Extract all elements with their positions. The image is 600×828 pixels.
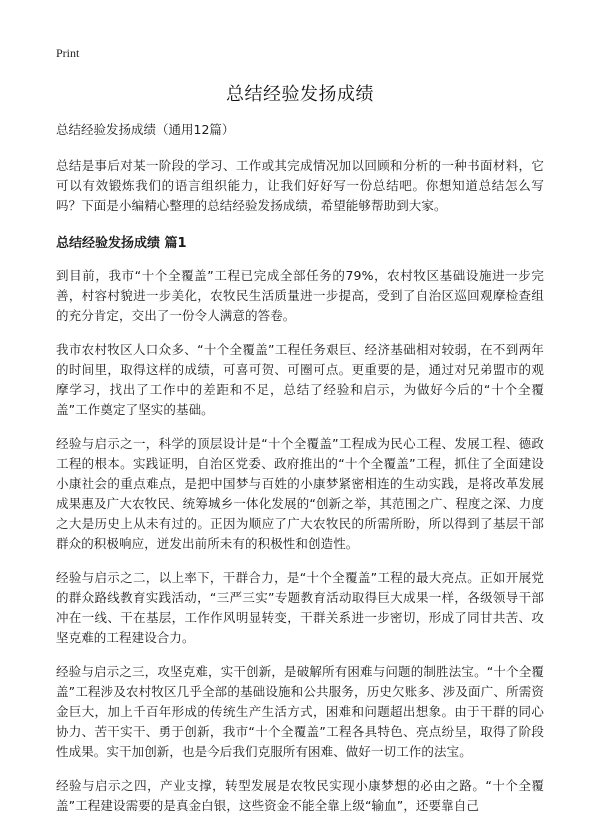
body-paragraph-2: 我市农村牧区人口众多、“十个全覆盖”工程任务艰巨、经济基础相对较弱，在不到两年的时间里，取得这样的成绩，可喜可贺、可圈可点。更重要的是，通过对兄弟盟市的观摩学习，找出了工作中的差距和不足，总结了经验和启示，为做好今后的“十个全覆盖”工作奠定了坚实的基础。 — [56, 342, 544, 417]
body-paragraph-1: 到目前，我市“十个全覆盖”工程已完成全部任务的79%，农村牧区基础设施进一步完善，村容村貌进一步美化，农牧民生活质量进一步提高，受到了自治区巡回观摩检查组的充分肯定，交出了一份令人满意的答卷。 — [56, 268, 544, 323]
body-paragraph-6: 经验与启示之四，产业支撑，转型发展是农牧民实现小康梦想的必由之路。“十个全覆盖”工程建设需要的是真金白银，这些资金不能全靠上级“输血”，还要靠自己 — [56, 778, 544, 813]
body-paragraph-5: 经验与启示之三，攻坚克难，实干创新，是破解所有困难与问题的制胜法宝。“十个全覆盖”工程涉及农村牧区几乎全部的基础设施和公共服务，历史欠账多、涉及面广、所需资金巨大，加上千百年形成的传统生产生活方式，困难和问题超出想象。由于干群的同心协力、苦干实干、勇于创新，我市“十个全覆盖”工程各具特色、亮点纷呈，取得了阶段性成果。实干加创新，也是今后我们克服所有困难、做好一切工作的法宝。 — [56, 664, 544, 759]
print-link[interactable]: Print — [56, 46, 80, 60]
document-subtitle: 总结经验发扬成绩（通用12篇） — [56, 122, 235, 137]
document-body — [56, 120, 544, 828]
section-heading: 总结经验发扬成绩 篇1 — [56, 236, 187, 251]
intro-paragraph: 总结是事后对某一阶段的学习、工作或其完成情况加以回顾和分析的一种书面材料，它可以有效锻炼我们的语言组织能力，让我们好好写一份总结吧。你想知道总结怎么写吗？下面是小编精心整理的总结经验发扬成绩，希望能够帮助到大家。 — [56, 158, 544, 213]
body-paragraph-4: 经验与启示之二，以上率下，干群合力，是“十个全覆盖”工程的最大亮点。正如开展党的群众路线教育实践活动，“三严三实”专题教育活动取得巨大成果一样，各级领导干部冲在一线、干在基层，工作作风明显转变，干群关系进一步密切，形成了同甘共苦、攻坚克难的工程建设合力。 — [56, 570, 544, 645]
body-paragraph-3: 经验与启示之一，科学的顶层设计是“十个全覆盖”工程成为民心工程、发展工程、德政工程的根本。实践证明，自治区党委、政府推出的“十个全覆盖”工程，抓住了全面建设小康社会的重点难点，是把中国梦与百姓的小康梦紧密相连的生动实践，是将改革发展成果惠及广大农牧民、统筹城乡一体化发展的“创新之举，其范围之广、程度之深、力度之大是历史上从未有过的。正因为顺应了广大农牧民的所需所盼，所以得到了基层干部群众的积极响应，迸发出前所未有的积极性和创造性。 — [56, 436, 544, 551]
page-title: 总结经验发扬成绩 — [226, 84, 374, 105]
